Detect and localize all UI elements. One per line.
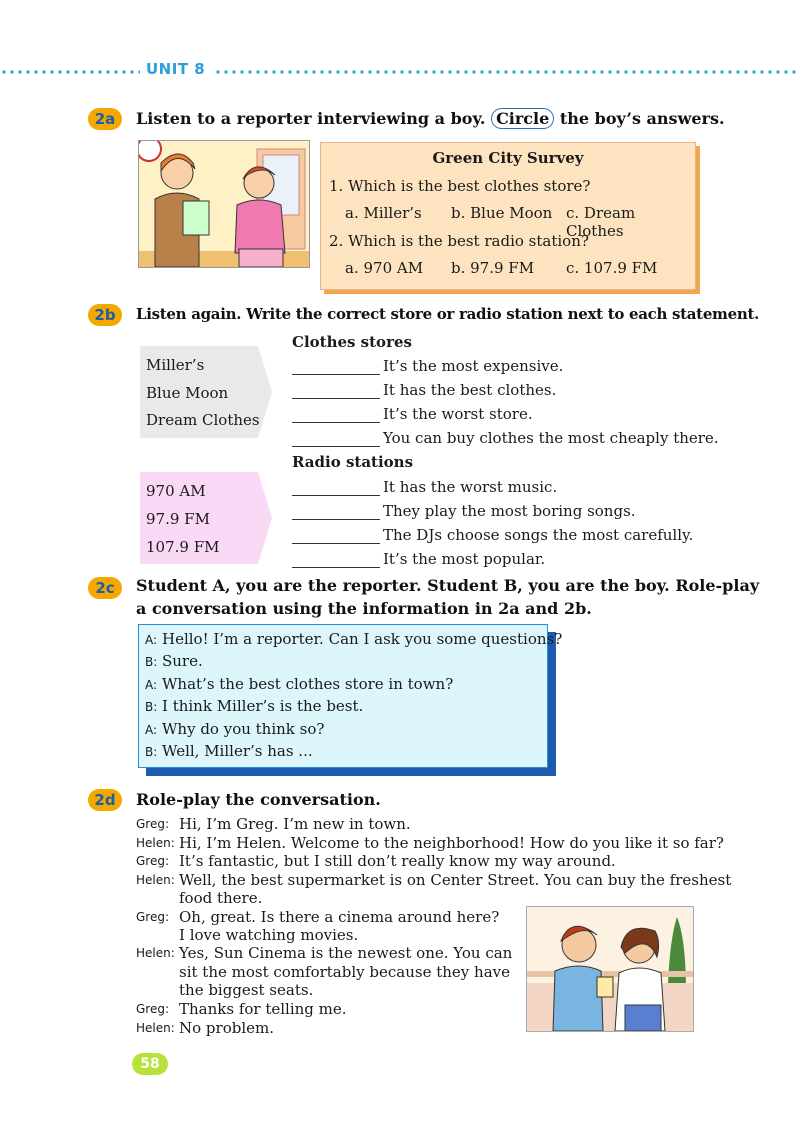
store-item-3: Dream Clothes <box>146 411 260 429</box>
clothes-statement-4: You can buy clothes the most cheaply there. <box>383 429 719 447</box>
survey-question-1: 1. Which is the best clothes store? <box>329 177 591 195</box>
clothes-statement-1: It’s the most expensive. <box>383 357 564 375</box>
answer-blank-radio-2[interactable] <box>292 519 380 520</box>
q2-option-c: c. 107.9 FM <box>566 259 658 277</box>
line-text: Why do you think so? <box>162 720 325 738</box>
store-item-1: Miller’s <box>146 356 205 374</box>
instruction-2c-line1: Student A, you are the reporter. Student B, you are the boy. Role-play <box>136 576 760 595</box>
circle-word: Circle <box>491 108 554 129</box>
speaker-label: Helen: <box>136 1021 175 1035</box>
line-text: What’s the best clothes store in town? <box>162 675 454 693</box>
survey-card <box>320 142 696 290</box>
convo-line <box>145 720 324 738</box>
badge-2a: 2a <box>88 108 122 130</box>
convo-line <box>145 697 363 715</box>
radio-statement-4: It’s the most popular. <box>383 550 546 568</box>
store-item-2: Blue Moon <box>146 384 229 402</box>
badge-2c: 2c <box>88 577 122 599</box>
speaker-label: Greg: <box>136 1002 170 1016</box>
dialogue-text: No problem. <box>179 1019 274 1037</box>
dotted-rule-right <box>214 69 800 75</box>
speaker-label: Greg: <box>136 817 170 831</box>
badge-2d: 2d <box>88 789 122 811</box>
dialogue-text: Oh, great. Is there a cinema around here? <box>179 908 500 926</box>
unit-label: UNIT 8 <box>146 60 206 78</box>
clothes-stores-heading: Clothes stores <box>292 333 412 351</box>
stores-box-arrow <box>258 346 272 438</box>
conversation-2c-box <box>138 624 563 768</box>
instruction-2d: Role-play the conversation. <box>136 790 381 809</box>
dialogue-text: Hi, I’m Greg. I’m new in town. <box>179 815 411 833</box>
radio-statement-2: They play the most boring songs. <box>383 502 636 520</box>
dialogue-text: Thanks for telling me. <box>179 1000 347 1018</box>
q1-option-c: c. Dream Clothes <box>566 204 636 240</box>
speaker-label: Helen: <box>136 946 175 960</box>
instruction-2c-line2: a conversation using the information in 2a and 2b. <box>136 599 592 618</box>
answer-blank-clothes-1[interactable] <box>292 374 380 375</box>
speaker-label: B: <box>145 655 158 669</box>
dialogue-text: It’s fantastic, but I still don’t really know my way around. <box>179 852 616 870</box>
answer-blank-radio-1[interactable] <box>292 495 380 496</box>
line-text: Sure. <box>162 652 203 670</box>
badge-2b: 2b <box>88 304 122 326</box>
dialogue-text: Yes, Sun Cinema is the newest one. You can <box>179 944 513 962</box>
q1-option-a: a. Miller’s <box>345 204 422 222</box>
station-item-2: 97.9 FM <box>146 510 210 528</box>
reporter-boy-illustration <box>138 140 310 268</box>
station-item-1: 970 AM <box>146 482 206 500</box>
answer-blank-radio-4[interactable] <box>292 567 380 568</box>
line-text: Hello! I’m a reporter. Can I ask you some questions? <box>162 630 563 648</box>
radio-statement-1: It has the worst music. <box>383 478 558 496</box>
answer-blank-clothes-3[interactable] <box>292 422 380 423</box>
dialogue-text: I love watching movies. <box>179 926 359 944</box>
dialogue-text: the biggest seats. <box>179 981 314 999</box>
convo-line <box>145 630 562 648</box>
speaker-label: Helen: <box>136 873 175 887</box>
speaker-label: Greg: <box>136 910 170 924</box>
speaker-label: A: <box>145 723 158 737</box>
dialogue-text: food there. <box>179 889 263 907</box>
line-text: I think Miller’s is the best. <box>162 697 364 715</box>
answer-blank-clothes-4[interactable] <box>292 446 380 447</box>
dialogue-text: sit the most comfortably because they have <box>179 963 510 981</box>
survey-question-2: 2. Which is the best radio station? <box>329 232 589 250</box>
speaker-label: Helen: <box>136 836 175 850</box>
convo-line <box>145 742 313 760</box>
answer-blank-clothes-2[interactable] <box>292 398 380 399</box>
dialogue-text: Hi, I’m Helen. Welcome to the neighborhood! How do you like it so far? <box>179 834 724 852</box>
instruction-2a-after: the boy’s answers. <box>559 109 725 128</box>
speaker-label: B: <box>145 700 158 714</box>
instruction-2b: Listen again. Write the correct store or radio station next to each statement. <box>136 305 760 323</box>
instruction-2a <box>136 108 725 129</box>
speaker-label: A: <box>145 678 158 692</box>
answer-blank-radio-3[interactable] <box>292 543 380 544</box>
page-number: 58 <box>132 1053 168 1075</box>
clothes-statement-3: It’s the worst store. <box>383 405 533 423</box>
dialogue-text: Well, the best supermarket is on Center Street. You can buy the freshest <box>179 871 732 889</box>
convo-line <box>145 675 453 693</box>
convo-line <box>145 652 203 670</box>
instruction-2a-before: Listen to a reporter interviewing a boy. <box>136 109 486 128</box>
speaker-label: B: <box>145 745 158 759</box>
survey-title: Green City Survey <box>432 149 584 167</box>
station-item-3: 107.9 FM <box>146 538 220 556</box>
greg-helen-illustration <box>526 906 694 1032</box>
q1-option-b: b. Blue Moon <box>451 204 553 222</box>
dotted-rule-left <box>0 69 140 75</box>
q2-option-a: a. 970 AM <box>345 259 424 277</box>
radio-statement-3: The DJs choose songs the most carefully. <box>383 526 694 544</box>
speaker-label: Greg: <box>136 854 170 868</box>
q2-option-b: b. 97.9 FM <box>451 259 535 277</box>
radio-stations-heading: Radio stations <box>292 453 414 471</box>
line-text: Well, Miller’s has ... <box>162 742 313 760</box>
speaker-label: A: <box>145 633 158 647</box>
clothes-statement-2: It has the best clothes. <box>383 381 557 399</box>
stations-box-arrow <box>258 472 272 564</box>
